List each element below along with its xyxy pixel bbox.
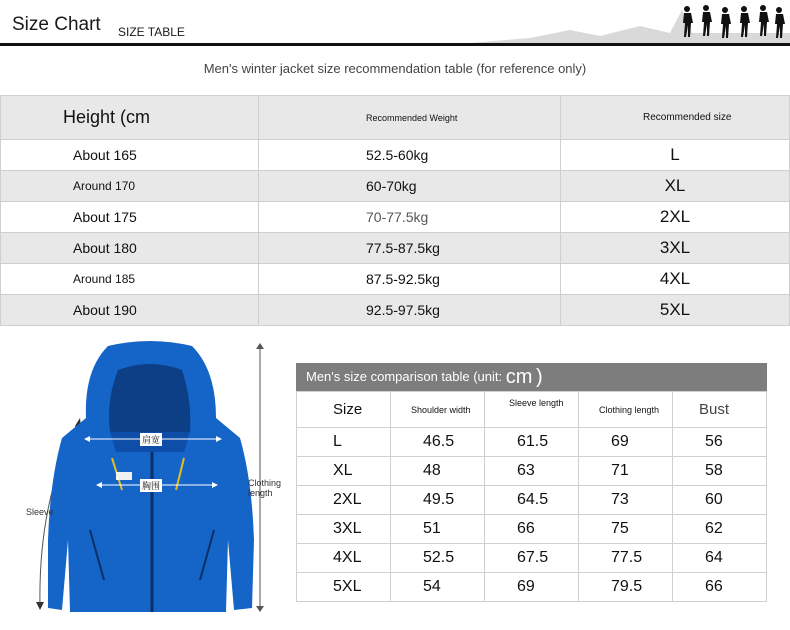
jacket-measurement-diagram xyxy=(20,340,300,615)
length-cell: 73 xyxy=(579,486,673,515)
table-row xyxy=(1,233,790,264)
header-size: Recommended size xyxy=(561,96,790,140)
height-cell: About 180 xyxy=(1,233,259,264)
table-row xyxy=(1,171,790,202)
size-cell: 5XL xyxy=(297,573,391,602)
shoulder-cell: 54 xyxy=(391,573,485,602)
size-cell: 2XL xyxy=(561,202,790,233)
header-shoulder-width: Shoulder width xyxy=(391,392,485,428)
chest-label: 胸围 xyxy=(142,481,161,491)
table-header-row xyxy=(1,96,790,140)
height-cell: About 190 xyxy=(1,295,259,326)
clothing-length-label: Clothing length xyxy=(248,478,282,498)
size-cell: L xyxy=(297,428,391,457)
height-cell: About 175 xyxy=(1,202,259,233)
shoulder-cell: 51 xyxy=(391,515,485,544)
comparison-unit: cm xyxy=(505,366,533,388)
size-cell: XL xyxy=(297,457,391,486)
bust-cell: 66 xyxy=(673,573,767,602)
header-sleeve-length: Sleeve length xyxy=(485,392,579,428)
sleeve-cell: 67.5 xyxy=(485,544,579,573)
page-title: Size Chart xyxy=(12,14,101,35)
bust-cell: 64 xyxy=(673,544,767,573)
table-row xyxy=(1,295,790,326)
length-cell: 75 xyxy=(579,515,673,544)
page-subtitle: SIZE TABLE xyxy=(118,25,185,39)
comparison-title-bar xyxy=(296,363,767,391)
height-cell: Around 185 xyxy=(1,264,259,295)
header-bust: Bust xyxy=(673,392,767,428)
sleeve-label: Sleeve xyxy=(26,507,54,517)
length-cell: 69 xyxy=(579,428,673,457)
size-cell: 4XL xyxy=(561,264,790,295)
size-cell: 4XL xyxy=(297,544,391,573)
header-height: Height (cm xyxy=(1,96,259,140)
length-cell: 77.5 xyxy=(579,544,673,573)
bust-cell: 56 xyxy=(673,428,767,457)
length-cell: 79.5 xyxy=(579,573,673,602)
height-cell: Around 170 xyxy=(1,171,259,202)
height-cell: About 165 xyxy=(1,140,259,171)
size-cell: XL xyxy=(561,171,790,202)
weight-cell: 60-70kg xyxy=(259,171,561,202)
table-row xyxy=(297,515,767,544)
weight-cell: 77.5-87.5kg xyxy=(259,233,561,264)
comparison-grid xyxy=(296,391,767,602)
weight-cell: 87.5-92.5kg xyxy=(259,264,561,295)
size-cell: 5XL xyxy=(561,295,790,326)
table-row xyxy=(1,202,790,233)
shoulder-cell: 46.5 xyxy=(391,428,485,457)
size-recommendation-table xyxy=(0,95,790,326)
table-header-row xyxy=(297,392,767,428)
table-caption: Men's winter jacket size recommendation table (for reference only) xyxy=(203,61,587,76)
weight-cell: 70-77.5kg xyxy=(259,202,561,233)
shoulder-cell: 48 xyxy=(391,457,485,486)
header-size: Size xyxy=(297,392,391,428)
header xyxy=(0,0,790,48)
size-cell: 2XL xyxy=(297,486,391,515)
sleeve-cell: 63 xyxy=(485,457,579,486)
sleeve-cell: 61.5 xyxy=(485,428,579,457)
header-divider xyxy=(0,43,790,46)
bust-cell: 58 xyxy=(673,457,767,486)
length-cell: 71 xyxy=(579,457,673,486)
bust-cell: 62 xyxy=(673,515,767,544)
sleeve-cell: 64.5 xyxy=(485,486,579,515)
table-row xyxy=(1,264,790,295)
hikers-silhouette-icon xyxy=(470,0,790,44)
shoulder-width-label: 肩宽 xyxy=(142,435,161,445)
table-row xyxy=(297,428,767,457)
comparison-title: Men's size comparison table (unit: xyxy=(306,369,503,384)
table-row xyxy=(297,457,767,486)
shoulder-cell: 52.5 xyxy=(391,544,485,573)
size-cell: 3XL xyxy=(297,515,391,544)
header-weight: Recommended Weight xyxy=(259,96,561,140)
sleeve-cell: 69 xyxy=(485,573,579,602)
table-row xyxy=(1,140,790,171)
size-cell: L xyxy=(561,140,790,171)
weight-cell: 92.5-97.5kg xyxy=(259,295,561,326)
shoulder-cell: 49.5 xyxy=(391,486,485,515)
table-row xyxy=(297,486,767,515)
size-cell: 3XL xyxy=(561,233,790,264)
bust-cell: 60 xyxy=(673,486,767,515)
table-row xyxy=(297,573,767,602)
header-clothing-length: Clothing length xyxy=(579,392,673,428)
sleeve-cell: 66 xyxy=(485,515,579,544)
table-row xyxy=(297,544,767,573)
comparison-close-paren: ) xyxy=(536,366,543,388)
size-comparison-table xyxy=(296,363,767,602)
weight-cell: 52.5-60kg xyxy=(259,140,561,171)
